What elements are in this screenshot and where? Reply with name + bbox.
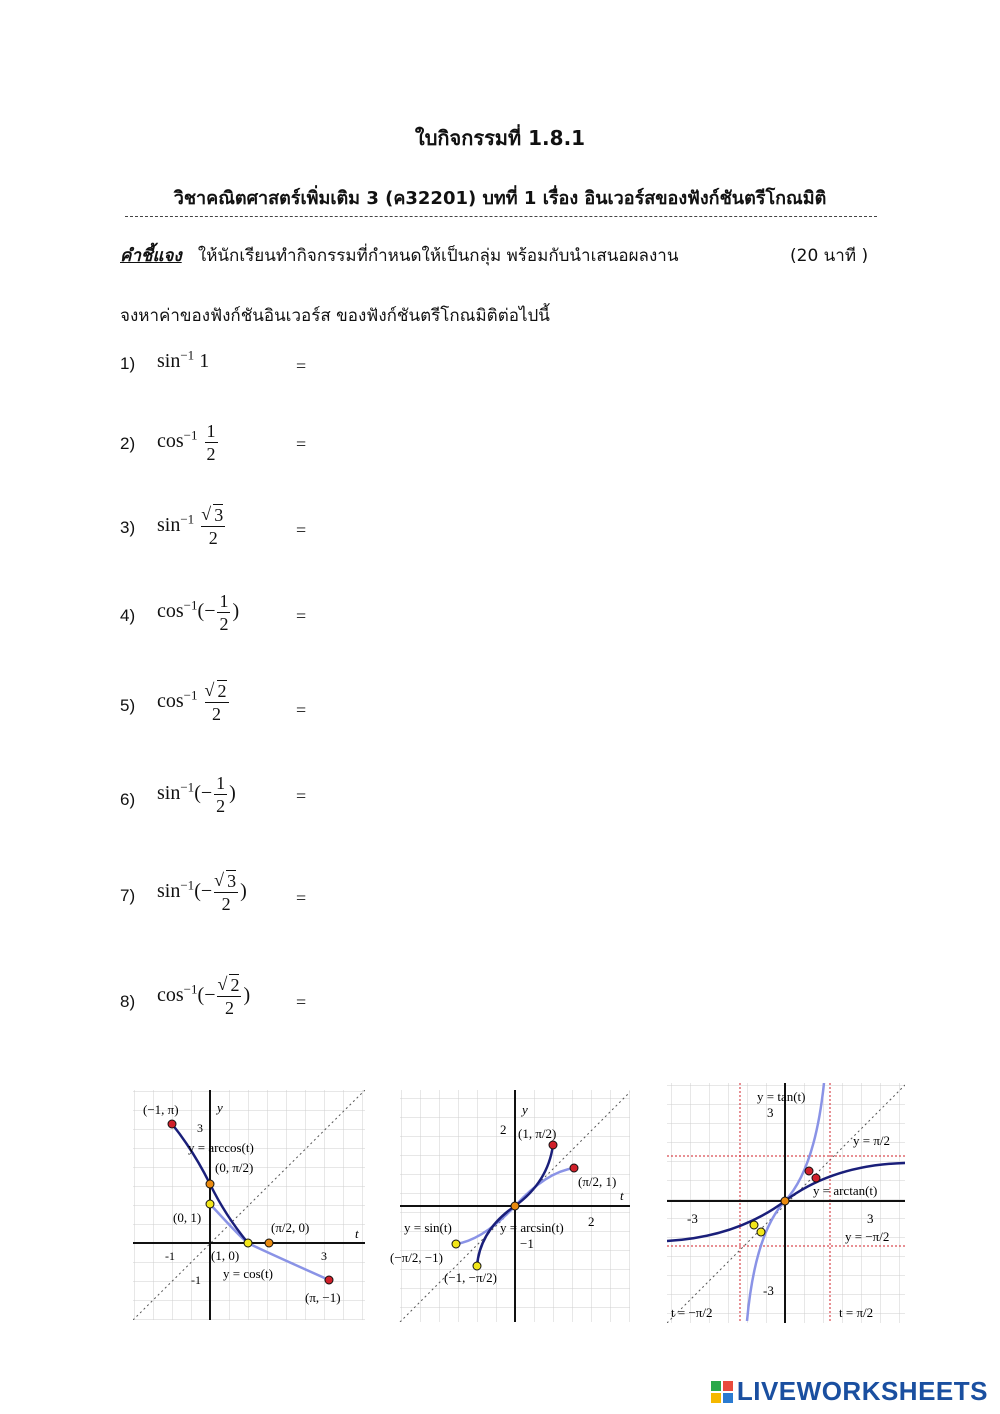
orange-point: [511, 1202, 519, 1210]
curve-label: y = cos(t): [223, 1266, 273, 1281]
red-point: [549, 1141, 557, 1149]
page-title: ใบกิจกรรมที่ 1.8.1: [414, 126, 586, 150]
red-point: [168, 1120, 176, 1128]
q-arg: 1: [199, 350, 210, 372]
tick-label: 2: [500, 1122, 507, 1137]
q-fraction: [214, 870, 238, 915]
tick-label: -3: [687, 1211, 698, 1226]
sqrt-radicand: 3: [227, 871, 237, 891]
instruction: [120, 242, 869, 269]
q-denominator: 2: [212, 704, 222, 724]
q-sign: −: [204, 984, 216, 1007]
q-fn: sin: [157, 514, 181, 537]
q-exp: −1: [183, 981, 198, 997]
orange-point: [206, 1180, 214, 1188]
q-fraction: [214, 772, 227, 817]
orange-point: [265, 1239, 273, 1247]
q-sign: −: [204, 600, 216, 623]
q-numerator: [214, 870, 238, 893]
liveworksheets-logo-icon: [711, 1381, 733, 1403]
point-label: (π, −1): [305, 1290, 341, 1305]
q-denominator: 2: [221, 894, 231, 914]
q-exp: −1: [180, 511, 195, 527]
red-point: [812, 1174, 820, 1182]
yellow-point: [206, 1200, 214, 1208]
q-denominator: 2: [224, 998, 234, 1018]
q-denominator: 2: [216, 796, 226, 816]
q-fraction: [201, 504, 225, 549]
tick-label: 3: [321, 1249, 327, 1263]
curve-label: y = arcsin(t): [500, 1220, 564, 1235]
q-fraction: [205, 420, 218, 465]
question-expression: $\cos^{-1}(-$ √ $\frac{2}{2}$ ): [157, 974, 250, 1019]
q-fn: sin: [157, 350, 181, 372]
question-number: 7): [120, 886, 136, 905]
sqrt-radicand: 3: [214, 505, 224, 525]
question-number: 5): [120, 696, 136, 715]
question-expression: [157, 504, 227, 549]
sqrt-radicand: 2: [230, 975, 240, 995]
prompt: จงหาค่าของฟังก์ชันอินเวอร์ส ของฟังก์ชันตรีโกณมิติต่อไปนี้: [120, 306, 550, 326]
q-denominator: 2: [206, 444, 216, 464]
t-label: t: [620, 1188, 624, 1203]
point-label: (π/2, 0): [271, 1220, 310, 1235]
question-expression: [157, 420, 220, 465]
q-exp: −1: [183, 427, 198, 443]
q-denominator: 2: [219, 614, 229, 634]
dashed-divider: [125, 216, 877, 217]
point-label: (π/2, 1): [578, 1174, 617, 1189]
q-sign: −: [200, 782, 213, 805]
tick-label: -1: [191, 1273, 201, 1287]
asymptote-label: y = π/2: [853, 1133, 891, 1148]
point-label: (−1, −π/2): [444, 1270, 497, 1285]
y-label: y: [522, 1102, 528, 1117]
q-exp: −1: [183, 597, 198, 613]
question-expression: $\cos^{-1}(-$ $\frac{1}{2}$ ): [157, 591, 240, 634]
q-numerator: 1: [216, 773, 226, 793]
question-expression: $\sin^{-1}(-$ $\frac{1}{2}$ ): [157, 773, 236, 816]
tick-label: -1: [165, 1249, 175, 1263]
tick-label: 2: [588, 1214, 595, 1229]
curve-label: y = arccos(t): [188, 1140, 254, 1155]
q-numerator: [201, 504, 225, 527]
question-equals: =: [296, 434, 307, 454]
question-expression: $\sin^{-1}(-$ √ $\frac{3}{2}$ ): [157, 870, 247, 915]
q-fn: cos: [157, 984, 184, 1007]
q-sign: −: [200, 880, 213, 903]
curve-label: y = arctan(t): [813, 1183, 878, 1198]
instruction-text: ให้นักเรียนทำกิจกรรมที่กำหนดให้เป็นกลุ่ม พร้อมกับนำเสนอผลงาน: [197, 246, 679, 266]
point-label: (0, 1): [173, 1210, 202, 1225]
question-equals: =: [296, 700, 307, 720]
asymptote-label: y = −π/2: [845, 1229, 890, 1244]
point-label: (1, π/2): [518, 1126, 557, 1141]
question-equals: =: [296, 356, 307, 376]
sqrt-radicand: 2: [217, 681, 227, 701]
q-exp: −1: [180, 347, 195, 363]
q-numerator: [217, 974, 241, 997]
q-exp: −1: [180, 779, 195, 795]
q-fn: cos: [157, 600, 184, 623]
tick-label: −1: [520, 1236, 534, 1251]
q-fraction: [217, 590, 230, 635]
tick-label: 3: [867, 1211, 874, 1226]
q-numerator: 1: [219, 591, 229, 611]
liveworksheets-logo[interactable]: [711, 1376, 988, 1407]
question-number: 2): [120, 434, 136, 453]
y-label: y: [217, 1100, 223, 1115]
q-denominator: 2: [208, 528, 218, 548]
q-numerator: 1: [206, 421, 216, 441]
asymptote-label: t = π/2: [839, 1305, 874, 1320]
question-equals: =: [296, 786, 307, 806]
point-label: (−1, π): [143, 1102, 179, 1117]
yellow-point: [244, 1239, 252, 1247]
tick-label: 3: [197, 1121, 203, 1135]
red-point: [805, 1167, 813, 1175]
q-exp: −1: [180, 877, 195, 893]
point-label: (1, 0): [211, 1248, 240, 1263]
q-fn: sin: [157, 880, 181, 903]
question-equals: =: [296, 992, 307, 1012]
question-number: 6): [120, 790, 136, 809]
arcsin-graph: [388, 1090, 630, 1322]
red-point: [570, 1164, 578, 1172]
tick-label: 3: [767, 1105, 774, 1120]
question-equals: =: [296, 520, 307, 540]
question-expression: [157, 680, 231, 725]
q-fraction: [205, 680, 229, 725]
point-label: (−π/2, −1): [390, 1250, 443, 1265]
question-equals: =: [296, 888, 307, 908]
q-fn: cos: [157, 690, 184, 713]
arctan-graph: [667, 1083, 905, 1323]
yellow-point: [750, 1221, 758, 1229]
curve-label: y = sin(t): [404, 1220, 452, 1235]
q-fraction: [217, 974, 241, 1019]
q-exp: −1: [183, 687, 198, 703]
orange-point: [781, 1197, 789, 1205]
q-fn: cos: [157, 430, 184, 453]
instruction-time: (20 นาที ): [790, 246, 869, 266]
t-label: t: [355, 1226, 359, 1241]
yellow-point: [757, 1228, 765, 1236]
arccos-graph: [133, 1090, 365, 1320]
question-number: 1): [120, 354, 136, 373]
logo-text: LIVEWORKSHEETS: [736, 1376, 988, 1406]
point-label: (0, π/2): [215, 1160, 254, 1175]
red-point: [325, 1276, 333, 1284]
question-number: 3): [120, 518, 136, 537]
page-subtitle: วิชาคณิตศาสตร์เพิ่มเติม 3 (ค32201) บทที่ 1 เรื่อง อินเวอร์สของฟังก์ชันตรีโกณมิติ: [173, 188, 827, 209]
curve-label: y = tan(t): [757, 1089, 806, 1104]
tick-label: -3: [763, 1283, 774, 1298]
question-number: 8): [120, 992, 136, 1011]
yellow-point: [452, 1240, 460, 1248]
instruction-label: คำชี้แจง: [120, 246, 182, 266]
yellow-point: [473, 1262, 481, 1270]
question-expression: [157, 347, 210, 373]
question-number: 4): [120, 606, 136, 625]
question-equals: =: [296, 606, 307, 626]
asymptote-label: t = −π/2: [671, 1305, 713, 1320]
q-numerator: [205, 680, 229, 703]
q-fn: sin: [157, 782, 181, 805]
